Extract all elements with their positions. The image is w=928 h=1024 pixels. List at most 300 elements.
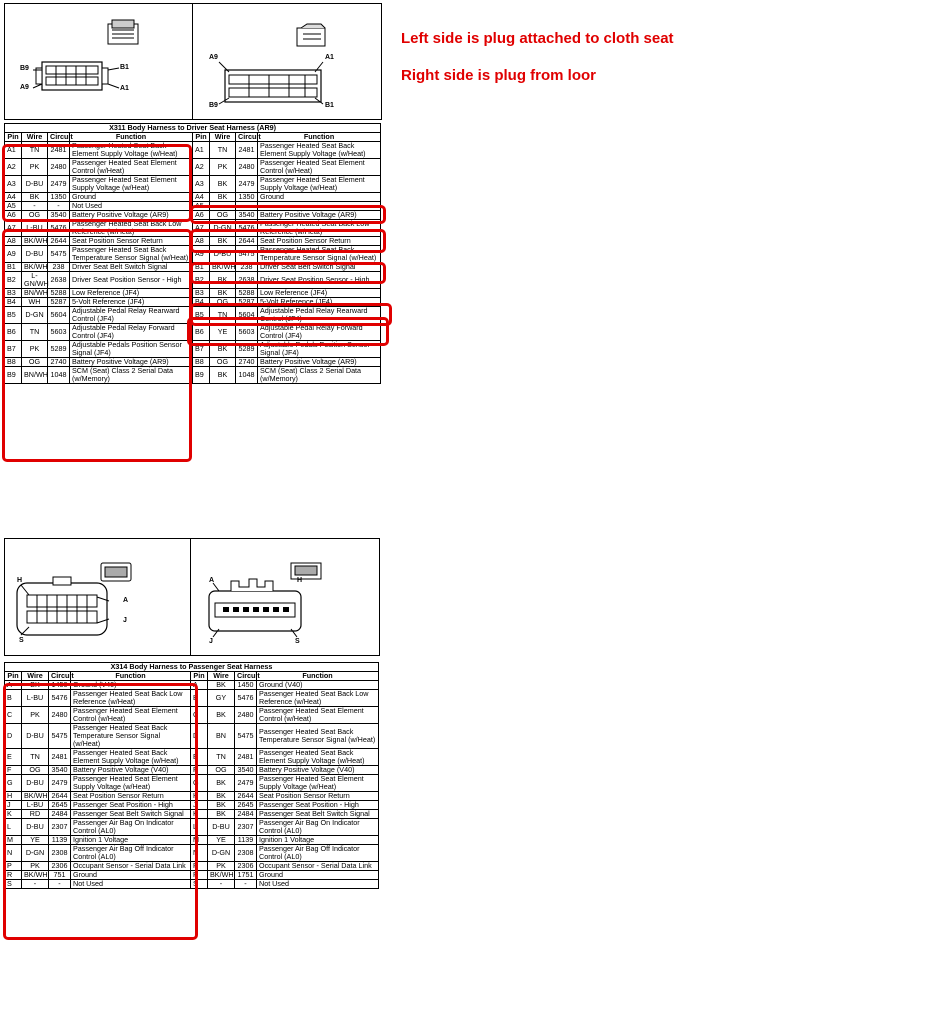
- x311-right-circuit-cell: 238: [236, 263, 258, 272]
- x311-left-label-a9: A9: [20, 84, 29, 91]
- x314-left-wire-cell: L-BU: [22, 690, 49, 707]
- x311-left-circuit-cell: 2740: [48, 358, 70, 367]
- x314-left-circuit-cell: 2307: [49, 819, 71, 836]
- x314-left-circuit-cell: 1139: [49, 836, 71, 845]
- x311-right-pin-cell: B7: [193, 341, 210, 358]
- x314-left-wire-cell: YE: [22, 836, 49, 845]
- x314-right-wire-cell: BK: [208, 792, 235, 801]
- x314-seat-plug-icon: [5, 539, 190, 655]
- x311-right-wire-cell: BK: [210, 193, 236, 202]
- x311-left-pin-cell: A5: [5, 202, 22, 211]
- x311-seat-plug-icon: [5, 4, 192, 119]
- x314-right-function-cell: Occupant Sensor - Serial Data Link: [257, 862, 379, 871]
- x311-left-wire-cell: OG: [22, 211, 48, 220]
- x314-table-title: X314 Body Harness to Passenger Seat Harness: [5, 663, 379, 672]
- x311-left-function-cell: Battery Positive Voltage (AR9): [70, 211, 193, 220]
- x314-right-function-cell: Seat Position Sensor Return: [257, 792, 379, 801]
- x311-right-wire-cell: BK: [210, 176, 236, 193]
- x314-left-wire-cell: BK/WH: [22, 871, 49, 880]
- x311-left-circuit-cell: 5476: [48, 220, 70, 237]
- x311-right-pin-cell: A1: [193, 142, 210, 159]
- x314-left-circuit-cell: 2480: [49, 707, 71, 724]
- x311-right-function-cell: Passenger Heated Seat Element Supply Voltage (w/Heat): [258, 176, 381, 193]
- x311-right-wire-cell: OG: [210, 358, 236, 367]
- x311-left-pin-cell: A4: [5, 193, 22, 202]
- x314-left-function-cell: Passenger Heated Seat Back Element Supply Voltage (w/Heat): [71, 749, 191, 766]
- x311-right-function-cell: Passenger Heated Seat Back Temperature Sensor Signal (w/Heat): [258, 246, 381, 263]
- x311-left-function-cell: Passenger Heated Seat Element Control (w/Heat): [70, 159, 193, 176]
- x311-left-function-cell: Low Reference (JF4): [70, 289, 193, 298]
- x311-left-pin-cell: A6: [5, 211, 22, 220]
- x314-right-function-cell: Not Used: [257, 880, 379, 889]
- x311-right-function-cell: Battery Positive Voltage (AR9): [258, 211, 381, 220]
- x314-left-pin-cell: N: [5, 845, 22, 862]
- x314-left-pin-cell: L: [5, 819, 22, 836]
- x311-left-function-cell: Ground: [70, 193, 193, 202]
- x311-left-pin-cell: B7: [5, 341, 22, 358]
- x314-left-pin-cell: G: [5, 775, 22, 792]
- x311-left-pin-cell: B4: [5, 298, 22, 307]
- x314-table-body: [5, 681, 379, 889]
- x311-left-function-cell: Seat Position Sensor Return: [70, 237, 193, 246]
- x314-right-wire-cell: -: [208, 880, 235, 889]
- x311-left-pin-cell: B6: [5, 324, 22, 341]
- x311-left-function-cell: Adjustable Pedals Position Sensor Signal (JF4): [70, 341, 193, 358]
- note-right-side: Right side is plug from loor: [401, 67, 596, 84]
- x311-left-pin-cell: B1: [5, 263, 22, 272]
- x311-right-circuit-cell: 3540: [236, 211, 258, 220]
- x311-right-wire-cell: PK: [210, 159, 236, 176]
- x314-right-function-cell: Passenger Heated Seat Back Low Reference (w/Heat): [257, 690, 379, 707]
- x311-floor-plug-icon: [193, 4, 381, 119]
- x311-right-pin-cell: A7: [193, 220, 210, 237]
- x314-right-circuit-cell: 2645: [235, 801, 257, 810]
- table-row: [5, 272, 381, 289]
- x311-right-circuit-cell: 1048: [236, 367, 258, 384]
- x314-left-circuit-cell: 5475: [49, 724, 71, 749]
- x314-right-pin-cell: H: [191, 792, 208, 801]
- x311-right-wire-cell: BK: [210, 237, 236, 246]
- x314-right-function-cell: Passenger Seat Belt Switch Signal: [257, 810, 379, 819]
- x311-left-wire-cell: BN/WH: [22, 289, 48, 298]
- x311-right-function-cell: Ground: [258, 193, 381, 202]
- x311-left-circuit-cell: 5604: [48, 307, 70, 324]
- x314-right-function-cell: Ground: [257, 871, 379, 880]
- x314-left-function-cell: Passenger Heated Seat Back Low Reference (w/Heat): [71, 690, 191, 707]
- x314-floor-plug-icon: [191, 539, 379, 655]
- x311-left-circuit-cell: 2481: [48, 142, 70, 159]
- x314-header-function: Function: [71, 672, 191, 681]
- x314-left-circuit-cell: 3540: [49, 766, 71, 775]
- x314-left-circuit-cell: 2645: [49, 801, 71, 810]
- x311-left-pin-cell: A7: [5, 220, 22, 237]
- x314-left-function-cell: Passenger Seat Position - High: [71, 801, 191, 810]
- x311-right-pin-cell: A3: [193, 176, 210, 193]
- x311-header-pin: Pin: [5, 133, 22, 142]
- x311-left-wire-cell: D-BU: [22, 176, 48, 193]
- x314-left-label-h: H: [17, 577, 23, 584]
- x314-right-function-cell: Ground (V40): [257, 681, 379, 690]
- x314-right-pin-cell: C: [191, 707, 208, 724]
- x311-right-circuit-cell: 5288: [236, 289, 258, 298]
- x311-right-pin-cell: A5: [193, 202, 210, 211]
- x311-right-wire-cell: D-GN: [210, 220, 236, 237]
- x311-left-circuit-cell: 5287: [48, 298, 70, 307]
- x314-left-wire-cell: D-GN: [22, 845, 49, 862]
- x311-header-wire: Wire: [22, 133, 48, 142]
- x314-right-pin-cell: A: [191, 681, 208, 690]
- x311-right-function-cell: Adjustable Pedal Relay Rearward Control (JF4): [258, 307, 381, 324]
- x314-right-function-cell: Passenger Heated Seat Element Control (w/Heat): [257, 707, 379, 724]
- x311-right-circuit-cell: 2638: [236, 272, 258, 289]
- x314-right-function-cell: Battery Positive Voltage (V40): [257, 766, 379, 775]
- x314-left-wire-cell: D-BU: [22, 819, 49, 836]
- x314-right-pin-cell: G: [191, 775, 208, 792]
- x311-right-wire-cell: TN: [210, 307, 236, 324]
- x314-right-pin-cell: M: [191, 836, 208, 845]
- x311-left-circuit-cell: 3540: [48, 211, 70, 220]
- x311-right-circuit-cell: 1350: [236, 193, 258, 202]
- x314-right-pin-cell: N: [191, 845, 208, 862]
- x311-right-wire-cell: BK: [210, 367, 236, 384]
- x314-left-label-s: S: [19, 637, 24, 644]
- x314-left-circuit-cell: 5476: [49, 690, 71, 707]
- x311-left-wire-cell: TN: [22, 142, 48, 159]
- x311-left-pin-cell: B9: [5, 367, 22, 384]
- table-row: [5, 176, 381, 193]
- x314-left-wire-cell: BK: [22, 681, 49, 690]
- x314-header-wire-right: Wire: [208, 672, 235, 681]
- x311-right-pin-cell: B2: [193, 272, 210, 289]
- x314-right-pin-cell: D: [191, 724, 208, 749]
- table-row: [5, 845, 379, 862]
- x314-right-circuit-cell: 2308: [235, 845, 257, 862]
- x314-right-pin-cell: B: [191, 690, 208, 707]
- x314-right-function-cell: Passenger Heated Seat Back Element Supply Voltage (w/Heat): [257, 749, 379, 766]
- x314-pinout-table: [4, 662, 379, 889]
- x311-right-label-a9: A9: [209, 54, 218, 61]
- x311-left-function-cell: Passenger Heated Seat Back Element Supply Voltage (w/Heat): [70, 142, 193, 159]
- x311-left-function-cell: Battery Positive Voltage (AR9): [70, 358, 193, 367]
- x314-right-circuit-cell: 2306: [235, 862, 257, 871]
- x311-left-wire-cell: BN/WH: [22, 367, 48, 384]
- x311-left-circuit-cell: 2479: [48, 176, 70, 193]
- x314-left-function-cell: Passenger Heated Seat Element Control (w/Heat): [71, 707, 191, 724]
- x311-left-circuit-cell: 5603: [48, 324, 70, 341]
- x314-left-function-cell: Passenger Heated Seat Back Temperature Sensor Signal (w/Heat): [71, 724, 191, 749]
- x314-right-pin-cell: K: [191, 810, 208, 819]
- x311-left-wire-cell: PK: [22, 341, 48, 358]
- x311-right-circuit-cell: 2740: [236, 358, 258, 367]
- x314-right-pin-cell: S: [191, 880, 208, 889]
- note-left-side: Left side is plug attached to cloth seat: [401, 30, 674, 47]
- x311-right-function-cell: Passenger Heated Seat Back Low Reference (w/Heat): [258, 220, 381, 237]
- x311-left-circuit-cell: 5289: [48, 341, 70, 358]
- x311-left-function-cell: Driver Seat Belt Switch Signal: [70, 263, 193, 272]
- x314-left-wire-cell: TN: [22, 749, 49, 766]
- x314-connector-drawings: [4, 538, 380, 656]
- table-row: [5, 749, 379, 766]
- x311-right-circuit-cell: 2479: [236, 176, 258, 193]
- x311-left-pin-cell: A1: [5, 142, 22, 159]
- x311-left-pin-cell: A8: [5, 237, 22, 246]
- x314-right-circuit-cell: 1751: [235, 871, 257, 880]
- x314-right-circuit-cell: 5475: [235, 724, 257, 749]
- x314-right-wire-cell: D-GN: [208, 845, 235, 862]
- x314-header-circuit-right: Circuit: [235, 672, 257, 681]
- x311-right-circuit-cell: 5475: [236, 246, 258, 263]
- table-row: [5, 142, 381, 159]
- x311-table-title: X311 Body Harness to Driver Seat Harness (AR9): [5, 124, 381, 133]
- x311-left-wire-cell: -: [22, 202, 48, 211]
- x314-left-pin-cell: H: [5, 792, 22, 801]
- table-row: [5, 307, 381, 324]
- x314-header-circuit: Circuit: [49, 672, 71, 681]
- x311-right-circuit-cell: 2481: [236, 142, 258, 159]
- x311-right-function-cell: Passenger Heated Seat Back Element Supply Voltage (w/Heat): [258, 142, 381, 159]
- x311-left-function-cell: Adjustable Pedal Relay Forward Control (JF4): [70, 324, 193, 341]
- table-row: [5, 724, 379, 749]
- x314-right-pin-cell: L: [191, 819, 208, 836]
- x311-pinout-table: [4, 123, 381, 384]
- x314-left-pin-cell: K: [5, 810, 22, 819]
- x314-right-function-cell: Passenger Air Bag On Indicator Control (AL0): [257, 819, 379, 836]
- x311-left-wire-cell: L-BU: [22, 220, 48, 237]
- x314-left-function-cell: Ignition 1 Voltage: [71, 836, 191, 845]
- x314-right-circuit-cell: 2479: [235, 775, 257, 792]
- x311-left-circuit-cell: 1350: [48, 193, 70, 202]
- x311-right-wire-cell: D-BU: [210, 246, 236, 263]
- table-row: [5, 341, 381, 358]
- x314-floor-side-connector: [191, 539, 379, 655]
- x314-left-pin-cell: B: [5, 690, 22, 707]
- x314-header-pin-right: Pin: [191, 672, 208, 681]
- x314-left-function-cell: Ground (V40): [71, 681, 191, 690]
- table-row: [5, 775, 379, 792]
- x314-right-pin-cell: F: [191, 766, 208, 775]
- x314-left-pin-cell: J: [5, 801, 22, 810]
- x311-left-pin-cell: A9: [5, 246, 22, 263]
- x311-right-function-cell: Driver Seat Belt Switch Signal: [258, 263, 381, 272]
- x314-left-circuit-cell: 751: [49, 871, 71, 880]
- x311-left-function-cell: 5-Volt Reference (JF4): [70, 298, 193, 307]
- x314-right-label-s: S: [295, 638, 300, 645]
- x311-right-pin-cell: B8: [193, 358, 210, 367]
- x314-right-circuit-cell: 1450: [235, 681, 257, 690]
- x314-left-circuit-cell: 2644: [49, 792, 71, 801]
- x314-right-pin-cell: J: [191, 801, 208, 810]
- x311-left-wire-cell: BK/WH: [22, 263, 48, 272]
- x314-left-pin-cell: E: [5, 749, 22, 766]
- x311-right-function-cell: Driver Seat Position Sensor - High: [258, 272, 381, 289]
- table-row: [5, 367, 381, 384]
- x314-header-wire: Wire: [22, 672, 49, 681]
- x311-left-wire-cell: WH: [22, 298, 48, 307]
- x311-left-circuit-cell: 2638: [48, 272, 70, 289]
- x311-left-pin-cell: A2: [5, 159, 22, 176]
- x314-left-function-cell: Not Used: [71, 880, 191, 889]
- x314-left-pin-cell: C: [5, 707, 22, 724]
- x311-right-pin-cell: B6: [193, 324, 210, 341]
- x314-left-wire-cell: -: [22, 880, 49, 889]
- x314-right-circuit-cell: 2480: [235, 707, 257, 724]
- x314-left-circuit-cell: 2481: [49, 749, 71, 766]
- x314-left-label-a: A: [123, 597, 129, 604]
- x311-right-wire-cell: BK: [210, 272, 236, 289]
- x314-right-function-cell: Passenger Air Bag Off Indicator Control (AL0): [257, 845, 379, 862]
- x314-right-wire-cell: BK: [208, 681, 235, 690]
- x311-header-function: Function: [70, 133, 193, 142]
- x314-left-function-cell: Battery Positive Voltage (V40): [71, 766, 191, 775]
- table-row: [5, 690, 379, 707]
- x311-left-pin-cell: B5: [5, 307, 22, 324]
- x314-right-wire-cell: D-BU: [208, 819, 235, 836]
- table-row: [5, 220, 381, 237]
- table-row: [5, 707, 379, 724]
- x314-right-circuit-cell: 2644: [235, 792, 257, 801]
- table-row: [5, 159, 381, 176]
- x314-left-pin-cell: P: [5, 862, 22, 871]
- table-row: [5, 880, 379, 889]
- x314-right-circuit-cell: 3540: [235, 766, 257, 775]
- x314-left-circuit-cell: 2484: [49, 810, 71, 819]
- x314-left-pin-cell: S: [5, 880, 22, 889]
- x314-left-wire-cell: D-BU: [22, 724, 49, 749]
- x314-left-function-cell: Ground: [71, 871, 191, 880]
- x314-left-pin-cell: F: [5, 766, 22, 775]
- x314-right-pin-cell: E: [191, 749, 208, 766]
- x311-right-pin-cell: B5: [193, 307, 210, 324]
- x311-right-wire-cell: YE: [210, 324, 236, 341]
- x311-left-wire-cell: L-GN/WH: [22, 272, 48, 289]
- x311-right-function-cell: Adjustable Pedals Position Sensor Signal (JF4): [258, 341, 381, 358]
- x314-right-wire-cell: BK: [208, 801, 235, 810]
- x311-right-circuit-cell: 5289: [236, 341, 258, 358]
- x311-right-circuit-cell: 2644: [236, 237, 258, 246]
- table-row: [5, 263, 381, 272]
- x314-left-wire-cell: PK: [22, 707, 49, 724]
- x311-right-function-cell: Passenger Heated Seat Element Control (w/Heat): [258, 159, 381, 176]
- x314-left-wire-cell: RD: [22, 810, 49, 819]
- x311-left-circuit-cell: 5475: [48, 246, 70, 263]
- x311-left-wire-cell: BK/WH: [22, 237, 48, 246]
- x314-right-wire-cell: OG: [208, 766, 235, 775]
- x314-right-label-j: J: [209, 638, 213, 645]
- x314-left-circuit-cell: 2308: [49, 845, 71, 862]
- x311-left-label-b1: B1: [120, 64, 129, 71]
- x311-left-wire-cell: OG: [22, 358, 48, 367]
- x314-left-wire-cell: OG: [22, 766, 49, 775]
- x314-left-wire-cell: D-BU: [22, 775, 49, 792]
- x314-right-wire-cell: BN: [208, 724, 235, 749]
- x311-seat-side-connector: [5, 4, 193, 119]
- x311-left-wire-cell: TN: [22, 324, 48, 341]
- x314-right-pin-cell: P: [191, 862, 208, 871]
- x311-left-pin-cell: B2: [5, 272, 22, 289]
- x311-left-function-cell: Passenger Heated Seat Back Low Reference (w/Heat): [70, 220, 193, 237]
- x311-right-label-b1: B1: [325, 102, 334, 109]
- x314-right-wire-cell: BK: [208, 707, 235, 724]
- x311-left-function-cell: Driver Seat Position Sensor - High: [70, 272, 193, 289]
- x311-right-function-cell: Adjustable Pedal Relay Forward Control (JF4): [258, 324, 381, 341]
- x311-header-wire-right: Wire: [210, 133, 236, 142]
- x311-left-wire-cell: D-BU: [22, 246, 48, 263]
- x314-left-circuit-cell: 2479: [49, 775, 71, 792]
- x311-right-function-cell: SCM (Seat) Class 2 Serial Data (w/Memory): [258, 367, 381, 384]
- x314-right-function-cell: Passenger Heated Seat Element Supply Voltage (w/Heat): [257, 775, 379, 792]
- x311-right-pin-cell: B4: [193, 298, 210, 307]
- x311-right-circuit-cell: 5603: [236, 324, 258, 341]
- x314-right-function-cell: Ignition 1 Voltage: [257, 836, 379, 845]
- x311-floor-side-connector: [193, 4, 381, 119]
- x314-right-pin-cell: R: [191, 871, 208, 880]
- x311-left-circuit-cell: 5288: [48, 289, 70, 298]
- x311-table-body: [5, 142, 381, 384]
- x314-left-pin-cell: A: [5, 681, 22, 690]
- x314-left-function-cell: Seat Position Sensor Return: [71, 792, 191, 801]
- x314-right-label-h: H: [297, 577, 303, 584]
- table-row: [5, 324, 381, 341]
- x311-left-wire-cell: BK: [22, 193, 48, 202]
- x311-right-pin-cell: B1: [193, 263, 210, 272]
- x311-right-circuit-cell: 5287: [236, 298, 258, 307]
- x311-right-pin-cell: A2: [193, 159, 210, 176]
- x314-right-wire-cell: BK/WH: [208, 871, 235, 880]
- x311-right-circuit-cell: 5476: [236, 220, 258, 237]
- x311-left-circuit-cell: 238: [48, 263, 70, 272]
- x311-left-circuit-cell: 2644: [48, 237, 70, 246]
- x314-left-pin-cell: D: [5, 724, 22, 749]
- x314-right-wire-cell: BK: [208, 810, 235, 819]
- x311-right-pin-cell: A9: [193, 246, 210, 263]
- x311-right-function-cell: Low Reference (JF4): [258, 289, 381, 298]
- x311-right-circuit-cell: 2480: [236, 159, 258, 176]
- x311-left-function-cell: Passenger Heated Seat Element Supply Voltage (w/Heat): [70, 176, 193, 193]
- x311-right-pin-cell: A6: [193, 211, 210, 220]
- x311-right-function-cell: Seat Position Sensor Return: [258, 237, 381, 246]
- x311-right-wire-cell: BK: [210, 341, 236, 358]
- x314-right-wire-cell: BK: [208, 775, 235, 792]
- x314-right-circuit-cell: 2484: [235, 810, 257, 819]
- x311-connector-drawings: [4, 3, 382, 120]
- x314-left-label-j: J: [123, 617, 127, 624]
- table-row: [5, 193, 381, 202]
- x314-header-function-right: Function: [257, 672, 379, 681]
- x314-right-circuit-cell: 2481: [235, 749, 257, 766]
- x311-right-wire-cell: OG: [210, 211, 236, 220]
- table-row: [5, 819, 379, 836]
- x311-right-pin-cell: A4: [193, 193, 210, 202]
- x311-right-wire-cell: OG: [210, 298, 236, 307]
- x311-right-function-cell: 5-Volt Reference (JF4): [258, 298, 381, 307]
- x314-left-function-cell: Occupant Sensor - Serial Data Link: [71, 862, 191, 871]
- x311-left-circuit-cell: 2480: [48, 159, 70, 176]
- x314-left-circuit-cell: 1450: [49, 681, 71, 690]
- x311-right-wire-cell: BK: [210, 289, 236, 298]
- x314-left-function-cell: Passenger Air Bag On Indicator Control (AL0): [71, 819, 191, 836]
- x314-left-wire-cell: L-BU: [22, 801, 49, 810]
- x314-right-function-cell: Passenger Seat Position - High: [257, 801, 379, 810]
- x314-right-wire-cell: TN: [208, 749, 235, 766]
- x314-right-wire-cell: PK: [208, 862, 235, 871]
- x311-left-function-cell: SCM (Seat) Class 2 Serial Data (w/Memory): [70, 367, 193, 384]
- x314-right-circuit-cell: 5476: [235, 690, 257, 707]
- x314-right-circuit-cell: 2307: [235, 819, 257, 836]
- x311-right-pin-cell: B9: [193, 367, 210, 384]
- x311-left-wire-cell: PK: [22, 159, 48, 176]
- x311-left-function-cell: Adjustable Pedal Relay Rearward Control (JF4): [70, 307, 193, 324]
- x311-left-circuit-cell: 1048: [48, 367, 70, 384]
